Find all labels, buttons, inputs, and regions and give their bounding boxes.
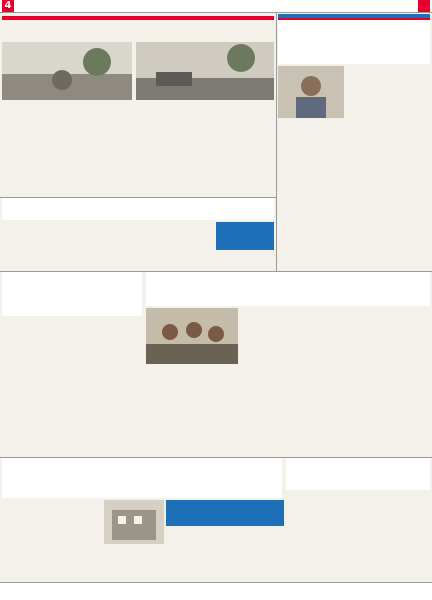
story-bottom-right-heading — [286, 458, 430, 490]
traffic-photo — [136, 42, 274, 100]
story-top-left-body — [2, 102, 278, 200]
rule — [0, 457, 432, 458]
story-subhead — [2, 278, 142, 280]
street-photo — [2, 42, 132, 100]
story-mid-left-body — [2, 222, 218, 274]
story-headline — [146, 274, 430, 278]
story-center-right-body — [240, 308, 432, 460]
story-top-right-photo — [278, 66, 344, 118]
story-center-right-heading — [146, 272, 430, 306]
story-headline — [2, 460, 282, 464]
story-headline — [286, 458, 430, 462]
story-top-left-heading — [2, 14, 274, 38]
story-bottom-heading — [2, 458, 282, 498]
rule — [0, 271, 432, 272]
story-top-right-heading — [278, 14, 430, 64]
story-subhead — [278, 18, 430, 20]
portrait-photo — [278, 66, 344, 118]
rule — [276, 13, 277, 271]
story-center-body — [2, 318, 146, 460]
story-top-right-body-a — [346, 66, 432, 122]
story-top-left-photo — [2, 42, 132, 100]
story-bottom-body — [2, 500, 106, 584]
story-top-right-body — [278, 120, 432, 262]
rule — [0, 197, 276, 198]
page-header — [0, 0, 432, 13]
story-center-heading — [2, 272, 142, 316]
page-number: 4 — [2, 0, 14, 12]
bottom-callout — [166, 500, 284, 526]
callout-text — [216, 222, 274, 224]
building-photo — [104, 500, 164, 544]
imprint-footer — [0, 582, 432, 600]
story-top-left-photo-2 — [136, 42, 274, 100]
callout-text — [166, 500, 284, 502]
story-headline — [2, 16, 274, 20]
masthead-brand — [418, 0, 430, 12]
story-bottom-photo — [104, 500, 164, 544]
mid-callout — [216, 222, 274, 250]
story-bottom-right-body — [286, 492, 432, 584]
story-mid-left-heading — [2, 198, 274, 220]
crowd-photo — [146, 308, 238, 364]
story-headline — [2, 198, 274, 202]
story-center-right-photo — [146, 308, 238, 364]
